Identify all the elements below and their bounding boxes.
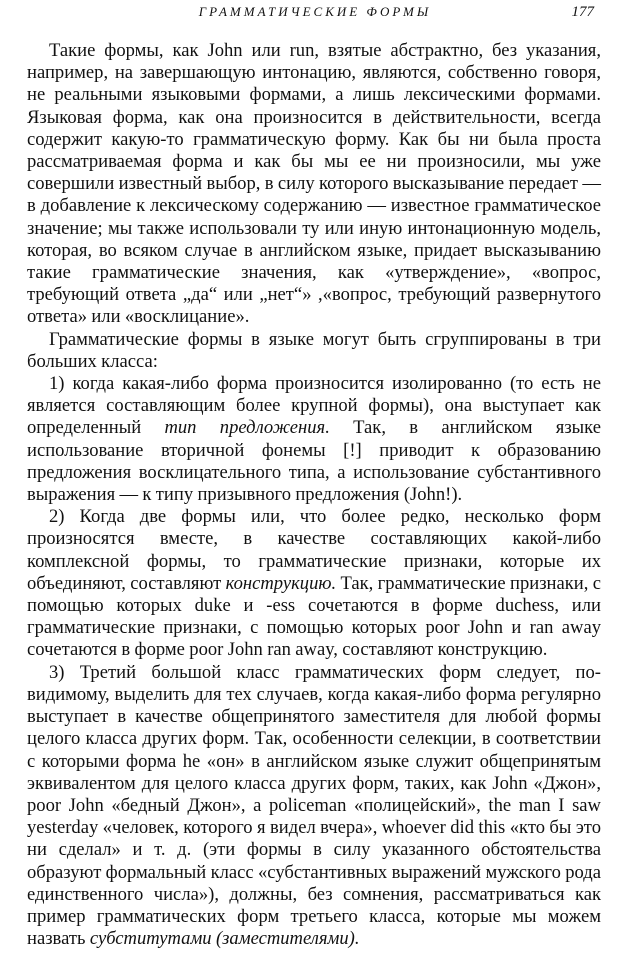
paragraph-class-1 bbox=[27, 373, 601, 506]
paragraph-text: 2) Когда две формы или, что более редко, несколько форм произносятся вместе, в качестве составляющих какой-либо комплексной формы, то грамматические признаки, которые их объединяют, составляют bbox=[27, 506, 601, 594]
page-header bbox=[36, 2, 594, 22]
running-title: ГРАММАТИЧЕСКИЕ ФОРМЫ bbox=[198, 4, 432, 19]
paragraph-lexical-forms bbox=[27, 40, 601, 329]
term-construction: конструкцию. bbox=[225, 572, 337, 594]
page-number: 177 bbox=[571, 4, 594, 20]
paragraph-text: Такие формы, как John или run, взятые абстрактно, без указания, например, на завершающую интонацию, являются, собственно говоря, не реальными языковыми формами, а лишь лексическими формами. Языковая форма, как она произносится в действительности, всегда содержит какую-то грамматическую форму. Как бы ни была проста рассматриваемая форма и как бы мы ее ни произносили, мы уже совершили известный выбор, в силу которого высказывание передает — в добавление к лексическому содержанию — известное грамматическое значение; мы также использовали ту или иную интонационную модель, которая, во всяком случае в английском языке, придает высказыванию такие грамматические значения, как «утверждение», «вопрос, требующий ответа „да“ или „нет“» ,«вопрос, требующий развернутого ответа» или «восклицание». bbox=[27, 40, 601, 328]
paragraph-text: Так, в английском языке использование вторичной фонемы [!] приводит к образованию предложения восклицательного типа, а использование субстантивного выражения — к типу призывного предложения (John!). bbox=[27, 417, 601, 506]
body-text bbox=[27, 40, 601, 950]
paragraph-text: 3) Третий большой класс грамматических форм следует, по-видимому, выделить для тех случаев, когда какая-либо форма регулярно выступает в качестве общепринятого заместителя для любой формы целого класса других форм. Так, особенности селекции, в соответствии с которыми форма he «он» в английском языке служит общепринятым эквивалентом для целого класса других форм, таких, как John «Джон», poor John «бедный Джон», a policeman «полицейский», the man I saw yesterday «человек, которого я видел вчера», whoever did this «кто бы это ни сделал» и т. д. (эти формы в силу указанного обстоятельства образуют формальный класс «субстантивных выражений мужского рода единственного числа»), должны, без сомнения, рассматриваться как пример грамматических форм третьего класса, которые мы можем назвать bbox=[27, 661, 602, 950]
paragraph-three-classes bbox=[27, 329, 601, 373]
term-substitutes: субститутами (заместителями). bbox=[89, 928, 360, 950]
paragraph-text: Так, грамматические признаки, с помощью которых duke и -ess сочетаются в форме duchess, или грамматические признаки, с помощью которых poor John и ran away сочетаются в форме poor John ran away, составляют конструкцию. bbox=[27, 572, 601, 661]
paragraph-class-3 bbox=[27, 662, 601, 951]
paragraph-text: 1) когда какая-либо форма произносится изолированно (то есть не является составляющим более крупной формы), она выступает как определенный bbox=[27, 373, 601, 439]
term-sentence-type: тип предложения. bbox=[164, 417, 330, 439]
paragraph-class-2 bbox=[27, 506, 601, 661]
paragraph-text: Грамматические формы в языке могут быть сгруппированы в три больших класса: bbox=[27, 328, 601, 372]
